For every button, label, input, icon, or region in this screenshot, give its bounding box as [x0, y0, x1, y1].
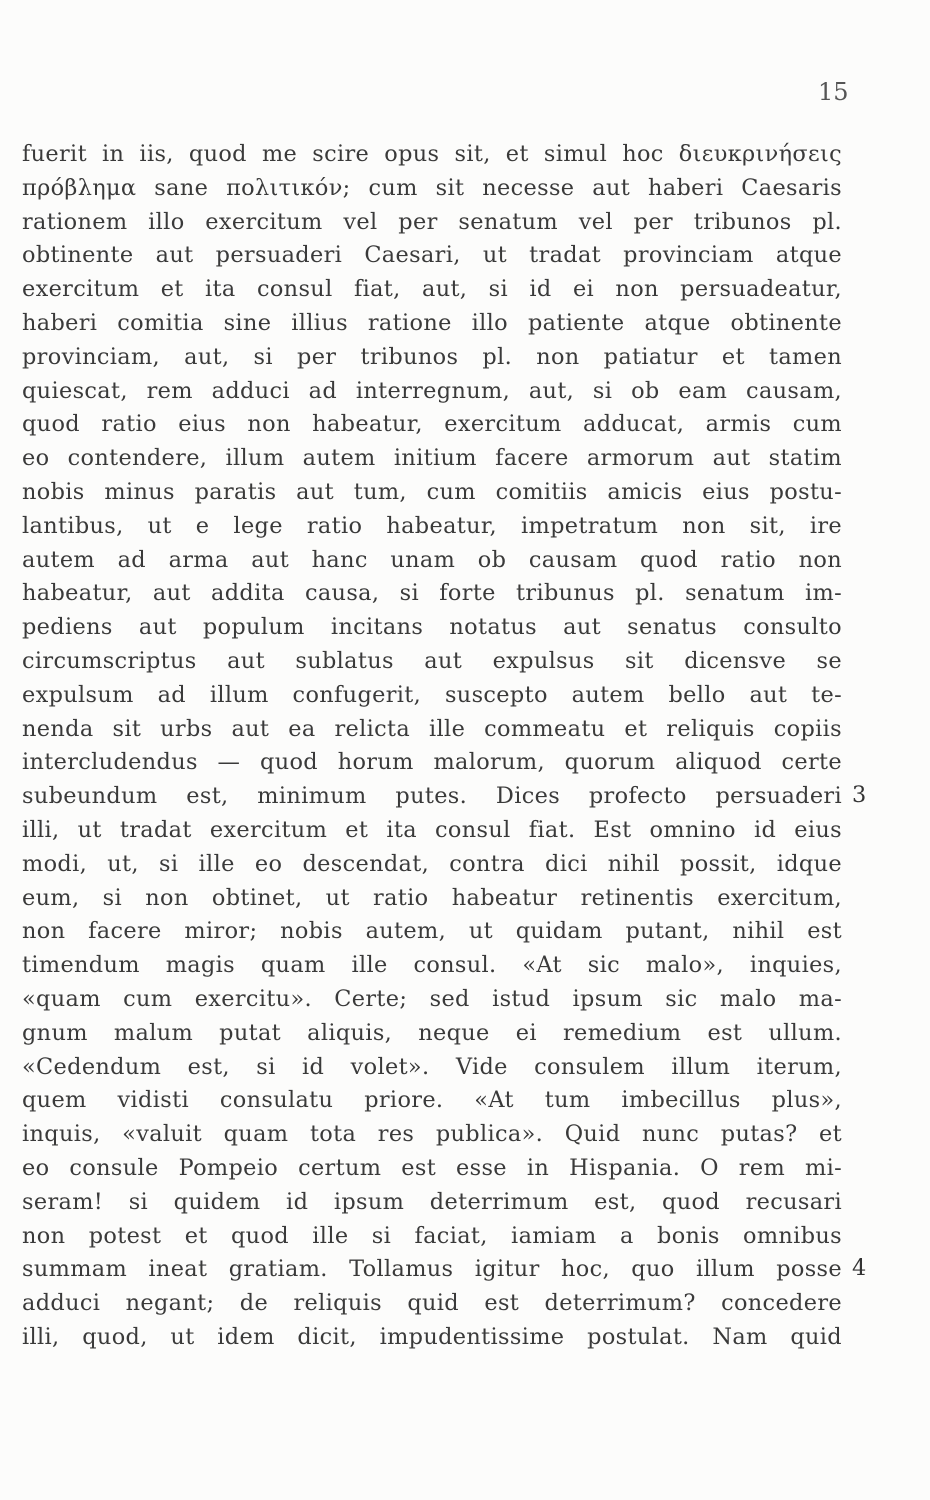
- text-line: gnum malum putat aliquis, neque ei remedium est ullum.: [22, 1019, 842, 1046]
- text-line: adduci negant; de reliquis quid est deterrimum? concedere: [22, 1290, 842, 1317]
- text-line: nenda sit urbs aut ea relicta ille commeatu et reliquis copiis: [22, 715, 842, 742]
- text-line: timendum magis quam ille consul. «At sic malo», inquies,: [22, 952, 842, 979]
- text-line: illi, ut tradat exercitum et ita consul fiat. Est omnino id eius: [22, 816, 842, 843]
- text-line: quem vidisti consulatu priore. «At tum imbecillus plus»,: [22, 1087, 842, 1114]
- text-line: nobis minus paratis aut tum, cum comitiis amicis eius postu-: [22, 478, 842, 505]
- text-line: provinciam, aut, si per tribunos pl. non patiatur et tamen: [22, 343, 842, 370]
- text-line: seram! si quidem id ipsum deterrimum est, quod recusari: [22, 1188, 842, 1215]
- section-number: 3: [852, 782, 867, 809]
- text-line: «quam cum exercitu». Certe; sed istud ipsum sic malo ma-: [22, 985, 842, 1012]
- text-line: autem ad arma aut hanc unam ob causam quod ratio non: [22, 546, 842, 573]
- text-line: quod ratio eius non habeatur, exercitum adducat, armis cum: [22, 411, 842, 438]
- text-line: exercitum et ita consul fiat, aut, si id ei non persuadeatur,: [22, 276, 842, 303]
- text-line: rationem illo exercitum vel per senatum vel per tribunos pl.: [22, 208, 842, 235]
- page-number: 15: [818, 78, 849, 106]
- text-line: pediens aut populum incitans notatus aut senatus consulto: [22, 614, 842, 641]
- text-line: inquis, «valuit quam tota res publica». Quid nunc putas? et: [22, 1121, 842, 1148]
- text-line: eum, si non obtinet, ut ratio habeatur retinentis exercitum,: [22, 884, 842, 911]
- text-line: expulsum ad illum confugerit, suscepto autem bello aut te-: [22, 681, 842, 708]
- text-line: non potest et quod ille si faciat, iamiam a bonis omnibus: [22, 1222, 842, 1249]
- text-line: haberi comitia sine illius ratione illo patiente atque obtinente: [22, 309, 842, 336]
- text-line: intercludendus — quod horum malorum, quorum aliquod certe: [22, 749, 842, 776]
- body-text: [22, 138, 842, 1355]
- text-line: lantibus, ut e lege ratio habeatur, impetratum non sit, ire: [22, 512, 842, 539]
- text-line: modi, ut, si ille eo descendat, contra dici nihil possit, idque: [22, 850, 842, 877]
- text-line: πρόβλημα sane πολιτικόν; cum sit necesse aut haberi Caesaris: [22, 174, 842, 201]
- text-line: eo consule Pompeio certum est esse in Hispania. O rem mi-: [22, 1154, 842, 1181]
- text-line: habeatur, aut addita causa, si forte tribunus pl. senatum im-: [22, 580, 842, 607]
- text-line: obtinente aut persuaderi Caesari, ut tradat provinciam atque: [22, 242, 842, 269]
- text-line: non facere miror; nobis autem, ut quidam putant, nihil est: [22, 918, 842, 945]
- text-line: eo contendere, illum autem initium facere armorum aut statim: [22, 445, 842, 472]
- text-line: summam ineat gratiam. Tollamus igitur hoc, quo illum posse: [22, 1256, 842, 1283]
- text-line: quiescat, rem adduci ad interregnum, aut, si ob eam causam,: [22, 377, 842, 404]
- section-number: 4: [852, 1255, 867, 1282]
- text-line: fuerit in iis, quod me scire opus sit, et simul hoc διευκρινήσεις: [22, 141, 842, 167]
- text-line: illi, quod, ut idem dicit, impudentissime postulat. Nam quid: [22, 1323, 842, 1350]
- text-line: circumscriptus aut sublatus aut expulsus sit dicensve se: [22, 647, 842, 674]
- text-line: «Cedendum est, si id volet». Vide consulem illum iterum,: [22, 1053, 842, 1080]
- text-line: subeundum est, minimum putes. Dices profecto persuaderi: [22, 783, 842, 810]
